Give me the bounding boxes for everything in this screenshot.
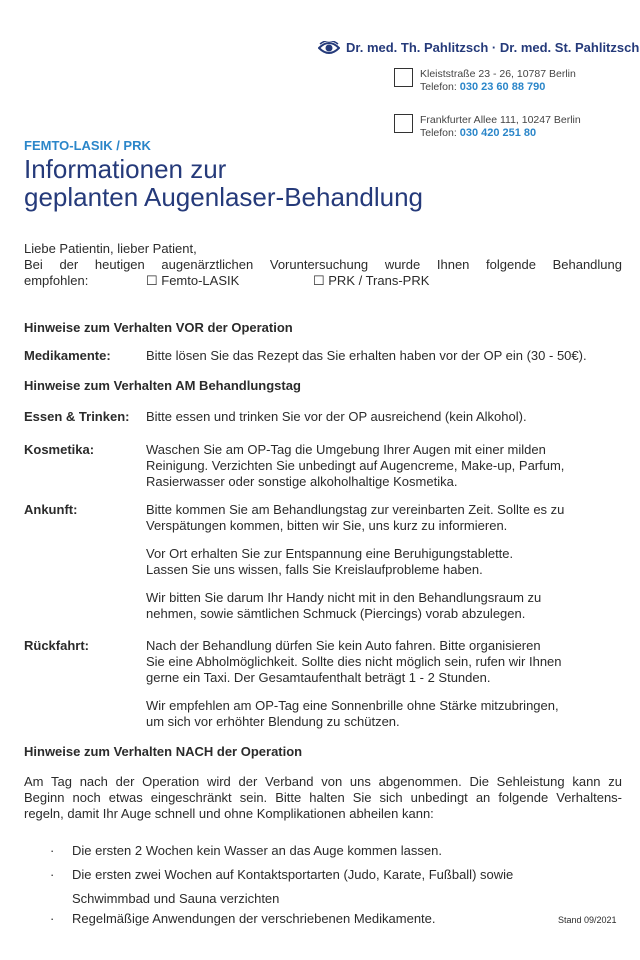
line: Beginn noch etwas eingeschränkt sein. Bitte halten Sie sich unbedingt an folgende Verhaltens-	[24, 790, 622, 805]
section-heading-vor: Hinweise zum Verhalten VOR der Operation	[24, 320, 293, 335]
line: Bitte kommen Sie am Behandlungstag zur vereinbarten Zeit. Sollte es zu	[146, 502, 565, 517]
text-ankunft-1	[146, 502, 626, 534]
label-essen: Essen & Trinken:	[24, 409, 130, 424]
title-line: geplanten Augenlaser-Behandlung	[24, 182, 424, 212]
greeting: Liebe Patientin, lieber Patient,	[24, 241, 197, 256]
line: Nach der Behandlung dürfen Sie kein Auto fahren. Bitte organisieren	[146, 638, 541, 653]
title-line: Informationen zur	[24, 154, 227, 184]
label-kosmetika: Kosmetika:	[24, 442, 95, 457]
label-medikamente: Medikamente:	[24, 348, 111, 363]
line: um sich vor erhöhter Blendung zu schützen.	[146, 714, 400, 729]
phone-number: 030 420 251 80	[459, 127, 537, 139]
eye-icon	[318, 41, 340, 55]
line: nehmen, sowie sämtlichen Schmuck (Piercings) vorab abzulegen.	[146, 606, 526, 621]
bullet-text: Die ersten 2 Wochen kein Wasser an das Auge kommen lassen.	[72, 843, 442, 858]
line: Lassen Sie uns wissen, falls Sie Kreislaufprobleme haben.	[146, 562, 483, 577]
text-ankunft-3	[146, 590, 626, 622]
intro-options	[24, 273, 622, 289]
text-medikamente: Bitte lösen Sie das Rezept das Sie erhalten haben vor der OP ein (30 - 50€).	[146, 348, 587, 363]
line: Wir bitten Sie darum Ihr Handy nicht mit in den Behandlungsraum zu	[146, 590, 542, 605]
bullet-text: Die ersten zwei Wochen auf Kontaktsportarten (Judo, Karate, Fußball) sowie	[72, 867, 514, 882]
line: Rasierwasser oder sonstige alkoholhaltige Kosmetika.	[146, 474, 458, 489]
text-kosmetika	[146, 442, 626, 490]
kicker: FEMTO-LASIK / PRK	[24, 138, 151, 153]
bullet-text: Regelmäßige Anwendungen der verschriebenen Medikamente.	[72, 911, 436, 926]
line: Reinigung. Verzichten Sie unbedingt auf Augencreme, Make-up, Parfum,	[146, 458, 565, 473]
bullet-item: · Die ersten 2 Wochen kein Wasser an das Auge kommen lassen.	[50, 843, 442, 858]
line: Wir empfehlen am OP-Tag eine Sonnenbrille ohne Stärke mitzubringen,	[146, 698, 559, 713]
practice-name: Dr. med. Th. Pahlitzsch · Dr. med. St. Pahlitzsch	[346, 40, 640, 55]
text-essen: Bitte essen und trinken Sie vor der OP ausreichend (kein Alkohol).	[146, 409, 527, 424]
text-rueckfahrt-1	[146, 638, 626, 686]
location-frankfurter-allee	[420, 114, 581, 140]
line: gerne ein Taxi. Der Gesamtaufenthalt beträgt 1 - 2 Stunden.	[146, 670, 491, 685]
nach-paragraph	[24, 774, 622, 822]
phone-label: Telefon:	[420, 81, 457, 93]
version-stamp: Stand 09/2021	[558, 915, 617, 925]
page-title	[24, 155, 423, 211]
section-heading-am: Hinweise zum Verhalten AM Behandlungstag	[24, 378, 301, 393]
bullet-item: · Die ersten zwei Wochen auf Kontaktsportarten (Judo, Karate, Fußball) sowie	[50, 867, 514, 882]
section-heading-nach: Hinweise zum Verhalten NACH der Operation	[24, 744, 303, 759]
label-rueckfahrt: Rückfahrt:	[24, 638, 90, 653]
line: Am Tag nach der Operation wird der Verband von uns abgenommen. Die Sehleistung kann zu	[24, 774, 622, 789]
location-checkbox-kleiststrasse[interactable]	[394, 68, 413, 87]
line: Vor Ort erhalten Sie zur Entspannung eine Beruhigungstablette.	[146, 546, 514, 561]
address: Frankfurter Allee 111, 10247 Berlin	[420, 114, 581, 126]
line: Sie eine Abholmöglichkeit. Sollte dies nicht möglich sein, rufen wir Ihnen	[146, 654, 562, 669]
line: Waschen Sie am OP-Tag die Umgebung Ihrer Augen mit einer milden	[146, 442, 546, 457]
text-ankunft-2	[146, 546, 626, 578]
location-kleiststrasse	[420, 68, 576, 94]
label-ankunft: Ankunft:	[24, 502, 78, 517]
phone-label: Telefon:	[420, 127, 457, 139]
address: Kleiststraße 23 - 26, 10787 Berlin	[420, 68, 576, 80]
practice-header	[318, 40, 639, 55]
line: Verspätungen kommen, bitten wir Sie, uns kurz zu informieren.	[146, 518, 508, 533]
option-prk[interactable]: ☐ PRK / Trans-PRK	[313, 273, 430, 288]
intro: Bei der heutigen augenärztlichen Voruntersuchung wurde Ihnen folgende Behandlung	[24, 257, 622, 272]
option-femto-lasik[interactable]: ☐ Femto-LASIK	[146, 273, 240, 288]
bullet-continuation: Schwimmbad und Sauna verzichten	[72, 891, 280, 906]
location-checkbox-frankfurter-allee[interactable]	[394, 114, 413, 133]
text-rueckfahrt-2	[146, 698, 626, 730]
intro-text: empfohlen:	[24, 273, 89, 288]
phone-number: 030 23 60 88 790	[459, 81, 546, 93]
bullet-item: · Regelmäßige Anwendungen der verschriebenen Medikamente.	[50, 911, 436, 926]
line: regeln, damit Ihr Auge schnell und ohne Komplikationen abheilen kann:	[24, 806, 434, 821]
